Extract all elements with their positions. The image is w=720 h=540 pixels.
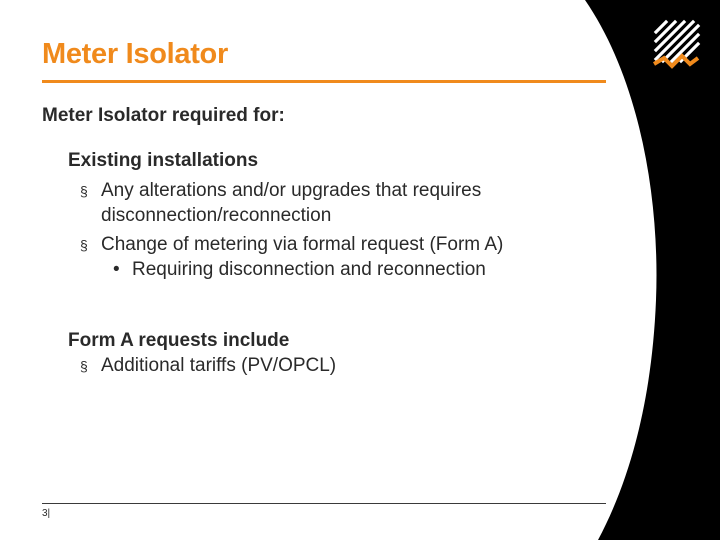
slide-title: Meter Isolator (42, 38, 228, 70)
list-item-change-metering: Change of metering via formal request (Form A) (101, 234, 504, 255)
sub-item-disconnection: Requiring disconnection and reconnection (132, 259, 486, 280)
dot-bullet-icon: • (113, 259, 120, 280)
page-number: 3| (42, 508, 51, 519)
square-bullet-icon: § (80, 183, 88, 199)
footer-divider (42, 503, 606, 504)
section-heading-form-a: Form A requests include (68, 330, 290, 351)
square-bullet-icon: § (80, 237, 88, 253)
diagonal-stripes-logo-icon (650, 18, 702, 80)
square-bullet-icon: § (80, 358, 88, 374)
intro-text: Meter Isolator required for: (42, 105, 285, 126)
list-item-alterations-cont: disconnection/reconnection (101, 205, 332, 226)
title-underline (42, 80, 606, 83)
section-heading-existing: Existing installations (68, 150, 259, 171)
list-item-alterations: Any alterations and/or upgrades that requires (101, 180, 482, 201)
list-item-additional-tariffs: Additional tariffs (PV/OPCL) (101, 355, 337, 376)
